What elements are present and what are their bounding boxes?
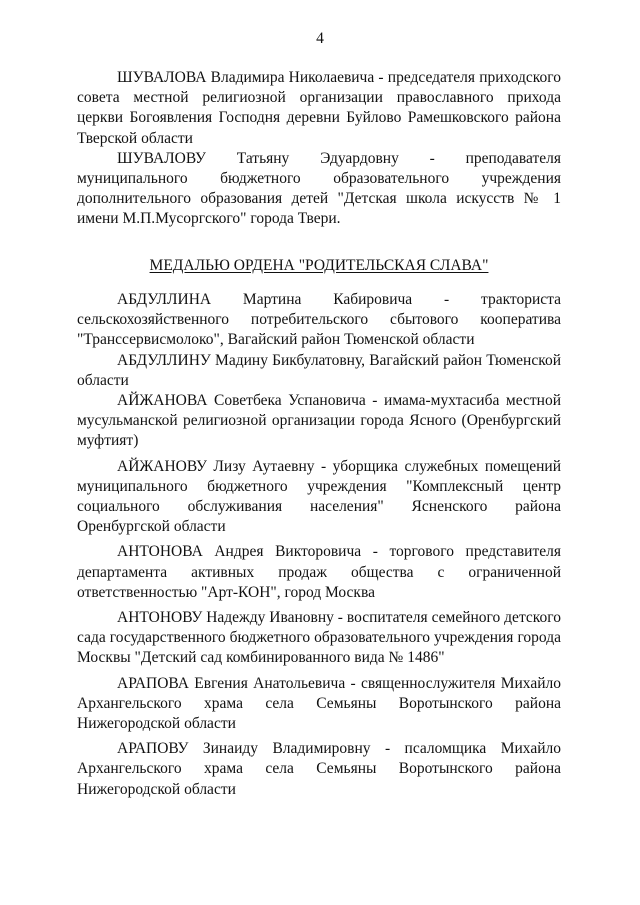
award-entry: ШУВАЛОВА Владимира Николаевича - председателя приходского совета местной религиозной организации православного прихода церкви Богоявления Господня деревни Буйлово Рамешковского района Тверской области — [77, 69, 561, 147]
award-entry: АРАПОВУ Зинаиду Владимировну - псаломщика Михайло Архангельского храма села Семьяны Воротынского района Нижегородской области — [77, 740, 561, 798]
award-entry: АБДУЛЛИНА Мартина Кабировича - тракториста сельскохозяйственного потребительского сбытового кооператива "Транссервисмолоко", Вагайский район Тюменской области — [77, 291, 561, 349]
award-entry: АБДУЛЛИНУ Мадину Бикбулатовну, Вагайский район Тюменской области — [77, 351, 561, 389]
award-entry: АЙЖАНОВУ Лизу Аутаевну - уборщика служебных помещений муниципального бюджетного учреждения "Комплексный центр социального обслуживания населения" Ясненского района Оренбургской области — [77, 457, 561, 536]
section-heading: МЕДАЛЬЮ ОРДЕНА "РОДИТЕЛЬСКАЯ СЛАВА" — [149, 257, 489, 274]
award-list-medal — [77, 290, 561, 800]
award-entry: ШУВАЛОВУ Татьяну Эдуардовну - преподавателя муниципального бюджетного образовательного учреждения дополнительного образования детей "Детская школа искусств № 1 имени М.П.Мусоргского" города Твери. — [77, 149, 561, 228]
section-heading-block — [77, 256, 561, 276]
award-entry: АНТОНОВА Андрея Викторовича - торгового представителя департамента активных продаж общества с ограниченной ответственностью "Арт-КОН", город Москва — [77, 543, 561, 601]
award-entry: АНТОНОВУ Надежду Ивановну - воспитателя семейного детского сада государственного бюджетного образовательного учреждения города Москвы "Детский сад комбинированного вида № 1486" — [77, 609, 561, 667]
award-entry: АЙЖАНОВА Советбека Успановича - имама-мухтасиба местной мусульманской религиозной организации города Ясного (Оренбургский муфтият) — [77, 392, 561, 450]
page-number: 4 — [316, 30, 324, 47]
award-entry: АРАПОВА Евгения Анатольевича - священнослужителя Михайло Архангельского храма села Семьяны Воротынского района Нижегородской области — [77, 674, 561, 733]
award-list-top — [77, 68, 561, 230]
